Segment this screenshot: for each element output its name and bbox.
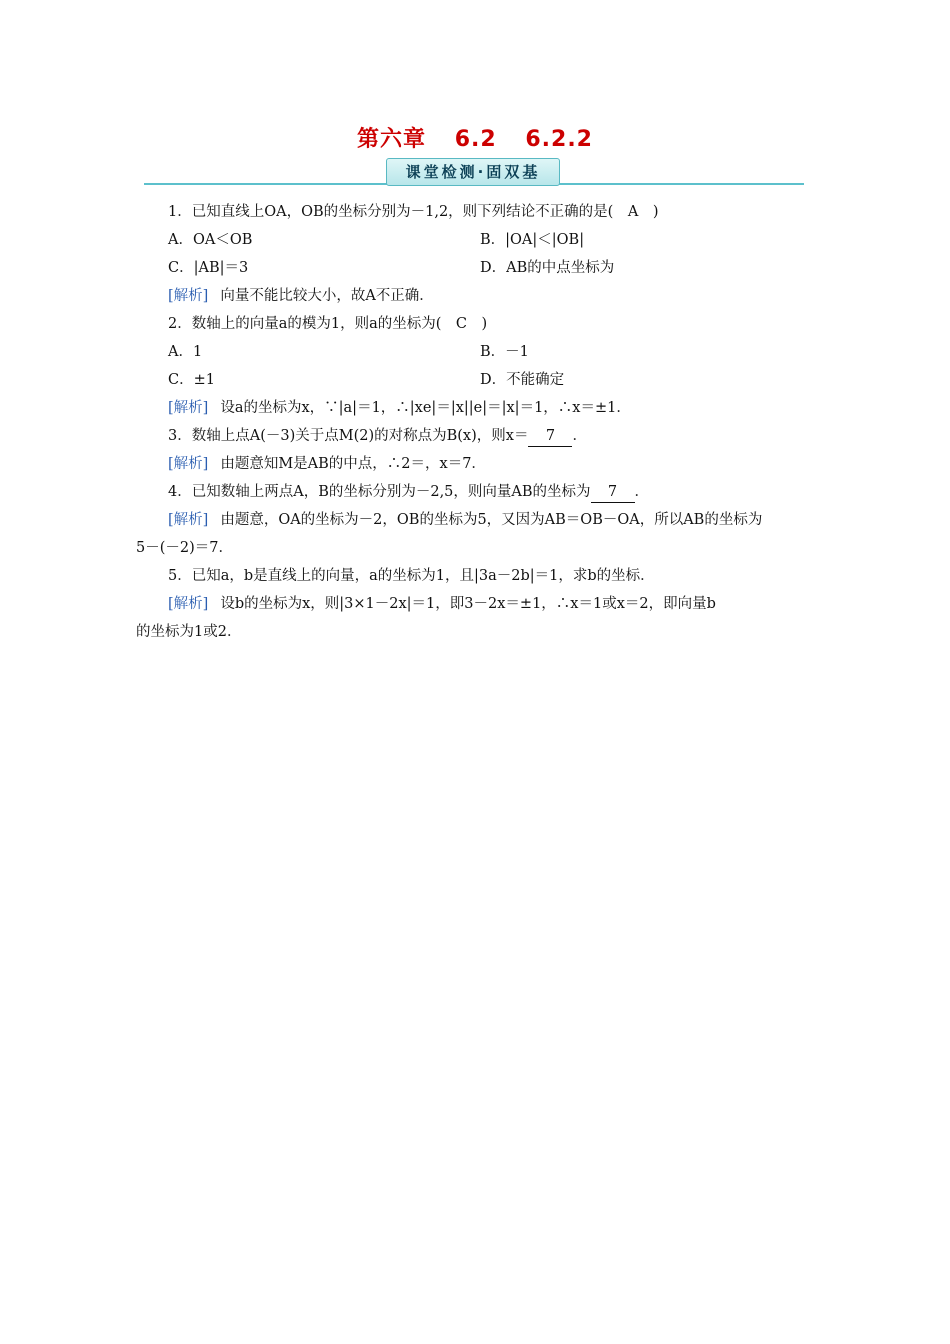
question-2-option-b: B．－1 [480, 344, 529, 360]
question-1-analysis [136, 282, 816, 310]
banner-label: 课堂检测·固双基 [386, 158, 560, 186]
question-3-analysis [136, 450, 816, 478]
question-2-option-c: C．±1 [168, 372, 215, 388]
question-2-options-row-2 [136, 366, 816, 394]
section-label: 6.2 [454, 127, 497, 152]
question-4-analysis-continued: 5－(－2)＝7． [136, 540, 233, 556]
question-1-option-c: C．|AB|＝3 [168, 260, 249, 276]
question-5-analysis [136, 590, 816, 618]
question-3-stem [136, 422, 816, 450]
question-1-option-b: B．|OA|＜|OB| [480, 232, 585, 248]
page-title [0, 122, 950, 153]
question-5-analysis-continued: 的坐标为1或2． [136, 624, 242, 640]
chapter-label: 第六章 [357, 127, 427, 152]
question-4-stem [136, 478, 816, 506]
question-1-option-a: A．OA＜OB [168, 232, 253, 248]
section-banner [144, 158, 804, 188]
analysis-text: 由题意知M是AB的中点，∴2＝，x＝7． [220, 456, 486, 472]
analysis-label: [解析] [168, 596, 209, 612]
question-1-stem: 1．已知直线上OA，OB的坐标分别为－1,2，则下列结论不正确的是( A ) [168, 204, 659, 220]
question-2-analysis [136, 394, 816, 422]
analysis-text: 向量不能比较大小，故A不正确． [220, 288, 434, 304]
subsection-label: 6.2.2 [525, 127, 593, 152]
question-2-options-row-1 [136, 338, 816, 366]
question-5-stem: 5．已知a，b是直线上的向量，a的坐标为1，且|3a－2b|＝1，求b的坐标． [168, 568, 655, 584]
analysis-label: [解析] [168, 288, 209, 304]
question-3-stem-text: 3．数轴上点A(－3)关于点M(2)的对称点为B(x)，则x＝ [168, 428, 529, 444]
question-2-option-a: A．1 [168, 344, 203, 360]
analysis-label: [解析] [168, 512, 209, 528]
analysis-label: [解析] [168, 400, 209, 416]
question-4-analysis [136, 506, 816, 534]
question-3-stem-end: ． [572, 428, 587, 444]
question-4-stem-text: 4．已知数轴上两点A，B的坐标分别为－2,5，则向量AB的坐标为 [168, 484, 591, 500]
question-1-option-d: D．AB的中点坐标为 [480, 260, 615, 276]
question-2-option-d: D．不能确定 [480, 372, 565, 388]
question-3-answer-blank: 7 [528, 426, 572, 447]
analysis-text: 设a的坐标为x，∵|a|＝1，∴|xe|＝|x||e|＝|x|＝1，∴x＝±1． [220, 400, 631, 416]
question-2-stem: 2．数轴上的向量a的模为1，则a的坐标为( C ) [168, 316, 488, 332]
analysis-label: [解析] [168, 456, 209, 472]
question-1-options-row-1 [136, 226, 816, 254]
question-4-stem-end: ． [634, 484, 650, 500]
analysis-text: 由题意，OA的坐标为－2，OB的坐标为5，又因为AB＝OB－OA，所以AB的坐标为 [220, 512, 763, 528]
exercise-list [136, 198, 816, 646]
question-4-answer-blank: 7 [591, 482, 635, 503]
question-1-options-row-2 [136, 254, 816, 282]
analysis-text: 设b的坐标为x，则|3×1－2x|＝1，即3－2x＝±1，∴x＝1或x＝2，即向量b [220, 596, 716, 612]
